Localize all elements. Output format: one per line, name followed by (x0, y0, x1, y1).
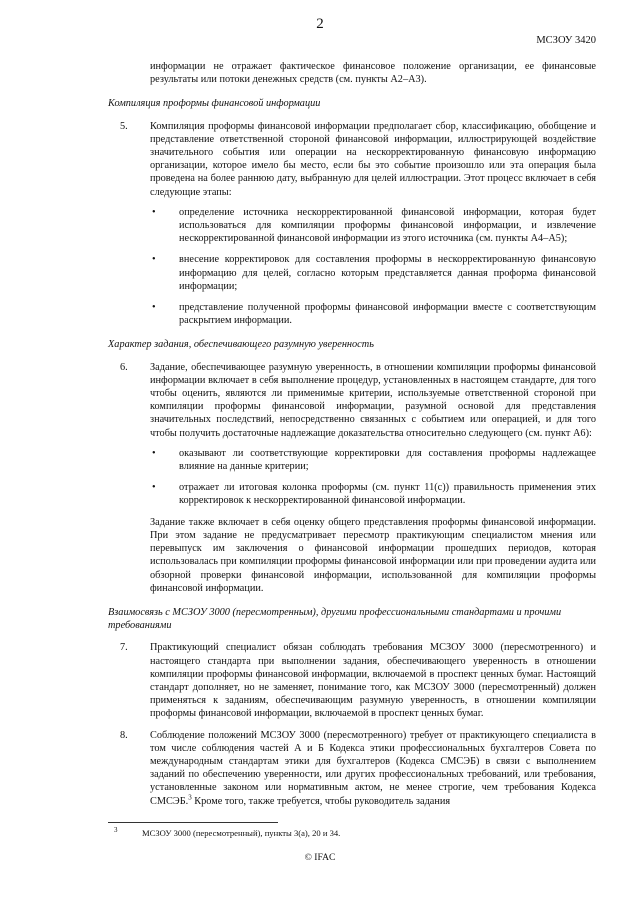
bullet-icon: • (152, 206, 156, 218)
paragraph-7 (108, 641, 596, 720)
list-item-text: определение источника нескорректированной финансовой информации, которая будет использоваться для компиляции проформы финансовой информации, и извлечение нескорректированной финансовой информации из этого источника (см. пункты А4–А5); (179, 206, 596, 245)
list-item-text: представление полученной проформы финансовой информации вместе с соответствующим раскрытием информации. (179, 302, 596, 327)
footnote-divider (108, 822, 278, 823)
bullet-list (150, 206, 596, 328)
list-item (150, 447, 596, 473)
paragraph-number: 8. (120, 729, 128, 741)
paragraph-number: 5. (120, 120, 128, 132)
paragraph-text: Задание, обеспечивающее разумную уверенность, в отношении компиляции проформы финансовой информации включает в себя выполнение процедур, установленных в настоящем стандарте, для того чтобы оценить, являются ли применимые критерии, используемые ответственной стороной при компиляции проформы финансовой информации, разумной основой для представления значительных последствий, непосредственно связанных с событием или операцией, и для того чтобы получить достаточные надлежащие доказательства относительно следующего (см. пункт А6): (150, 361, 596, 439)
list-item (150, 301, 596, 327)
paragraph-8 (108, 729, 596, 808)
section-heading-nature: Характер задания, обеспечивающего разумную уверенность (108, 339, 374, 351)
copyright-footer: © IFAC (304, 852, 336, 863)
list-item (150, 481, 596, 507)
section-heading-relationship: Взаимосвязь с МСЗОУ 3000 (пересмотренным), другими профессиональными стандартами и прочими требованиями (108, 606, 562, 632)
paragraph-5 (108, 120, 596, 328)
list-item-text: отражает ли итоговая колонка проформы (см. пункт 11(с)) правильность применения этих корректировок к нескорректированной финансовой информации. (179, 482, 596, 507)
bullet-icon: • (152, 447, 156, 459)
continued-paragraph: информации не отражает фактическое финансовое положение организации, ее финансовые результаты или потоки денежных средств (см. пункты А2–А3). (150, 61, 596, 86)
bullet-list (150, 447, 596, 508)
list-item (150, 206, 596, 246)
page-content (108, 60, 596, 816)
list-item (150, 253, 596, 293)
paragraph-text: Практикующий специалист обязан соблюдать требования МСЗОУ 3000 (пересмотренного) и настоящего стандарта при выполнении задания, обеспечивающего уверенность в отношении компиляции проформы финансовой информации, включаемой в проспект ценных бумаг. Настоящий стандарт дополняет, но не заменяет, понимание того, как МСЗОУ 3000 (пересмотренный) должен применяться к заданиям, обеспечивающим разумную уверенность, в отношении компиляции проформы финансовой информации, включаемой в проспект ценных бумаг. (150, 642, 596, 720)
bullet-icon: • (152, 482, 156, 494)
footnote-text: МСЗОУ 3000 (пересмотренный), пункты 3(а), 20 и 34. (142, 828, 341, 838)
paragraph-text-part: Соблюдение положений МСЗОУ 3000 (пересмотренного) требует от практикующего специалиста в том числе соблюдения частей А и Б Кодекса этики профессиональных бухгалтеров Совета по международным стандартам этики для бухгалтеров (Кодекса СМСЭБ) в связи с выполнением заданий по обеспечению уверенности, или других профессиональных требований, или требования, установленные законом или нормативным актом, не менее строгие, чем требования Кодекса СМСЭБ. (150, 729, 596, 807)
section-heading-compilation: Компиляция проформы финансовой информации (108, 98, 321, 110)
document-code: МСЗОУ 3420 (536, 35, 596, 46)
paragraph-6 (108, 361, 596, 595)
paragraph-text: Компиляция проформы финансовой информации предполагает сбор, классификацию, обобщение и представление ответственной стороной финансовой информации, иллюстрирующей воздействие значительного события или операции на нескорректированную финансовую информацию организации, которое имело бы место, если бы это событие произошло или эта операция была проведена на более раннюю дату, выбранную для целей иллюстрации. Этот процесс включает в себя следующие этапы: (150, 120, 596, 198)
paragraph-text-part: Кроме того, также требуется, чтобы руководитель задания (191, 795, 451, 807)
paragraph-continuation: Задание также включает в себя оценку общего представления проформы финансовой информации. При этом задание не предусматривает пересмотр практикующим специалистом мнения или перевыпуск им заключения о финансовой информации прошедших периодов, которая использовалась при компиляции проформы финансовой информации или при проведении аудита или обзорной проверки финансовой информации, использованной для компиляции проформы финансовой информации. (150, 516, 596, 594)
footnote-reference[interactable]: 3 (188, 793, 192, 802)
page-number: 2 (316, 16, 324, 32)
footnote: $^3$ МСЗОУ 3000 (пересмотренный), пункты 3(а), 20 и 34. (114, 826, 341, 838)
list-item-text: внесение корректировок для составления проформы в нескорректированную финансовую информацию для целей, согласно которым представляется данная проформа финансовой информации; (179, 254, 596, 292)
bullet-icon: • (152, 302, 156, 314)
bullet-icon: • (152, 254, 156, 266)
list-item-text: оказывают ли соответствующие корректировки для составления проформы надлежащее влияние на данные критерии; (179, 447, 596, 473)
paragraph-number: 7. (120, 642, 128, 654)
paragraph-text (150, 729, 596, 808)
paragraph-number: 6. (120, 361, 128, 373)
